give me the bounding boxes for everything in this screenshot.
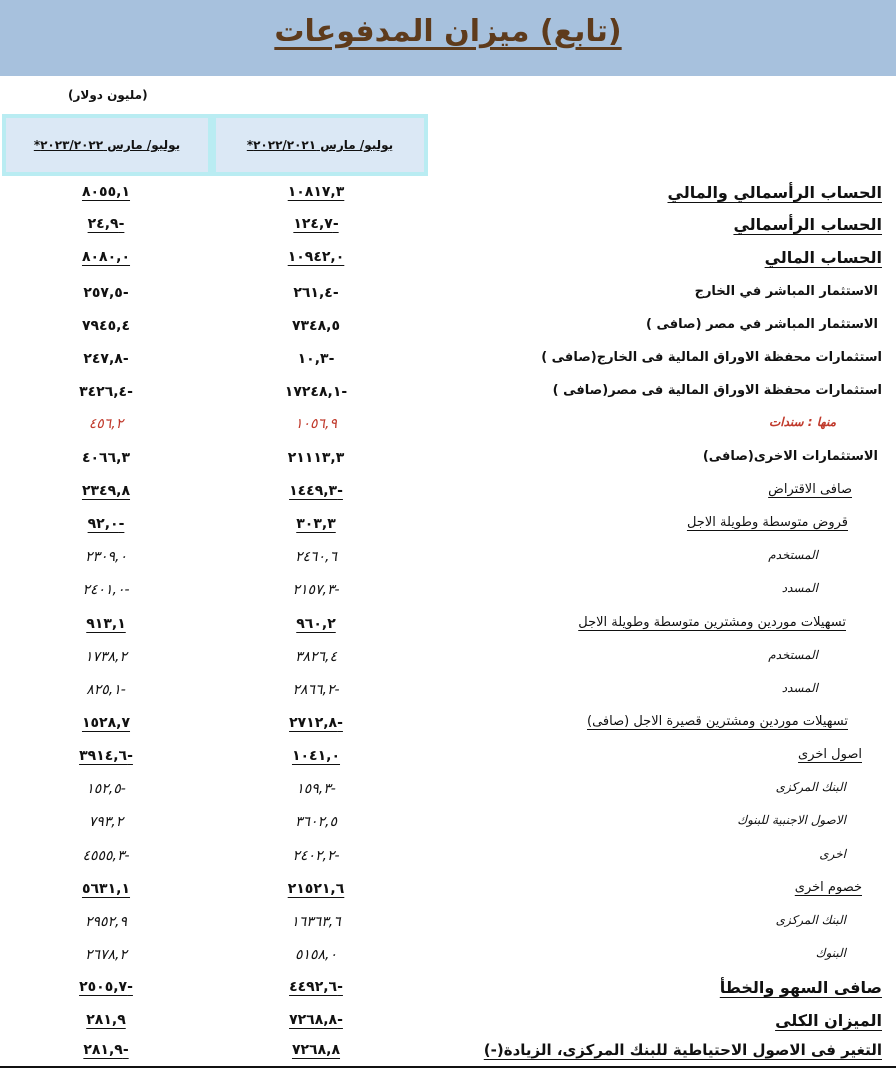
row-label: استثمارات محفظة الاوراق المالية فى الخارج(صافى ) xyxy=(541,350,882,365)
row-label: البنوك xyxy=(815,946,846,960)
column-header-label: يوليو/ مارس ٢٠٢٣/٢٠٢٢* xyxy=(33,138,181,152)
value-2022-2023: ٢٥٠٥,٧- xyxy=(79,979,133,995)
row-label: الاستثمار المباشر في الخارج xyxy=(694,284,878,299)
table-row xyxy=(0,380,896,408)
value-2022-2023: ٢٣٠٩,٠ xyxy=(84,549,128,565)
value-2021-2022: ٢١١١٣,٣ xyxy=(287,450,345,466)
value-2022-2023: ٢٦٧٨,٢ xyxy=(84,947,128,963)
unit-label: (مليون دولار) xyxy=(68,88,148,102)
table-row xyxy=(0,1038,896,1066)
value-2021-2022: ١٤٤٩,٣- xyxy=(289,483,343,499)
table-row xyxy=(0,314,896,342)
value-2021-2022: ٥١٥٨,٠ xyxy=(294,947,338,963)
title-bar xyxy=(0,0,896,76)
table-row xyxy=(0,678,896,706)
value-2022-2023: ٤٥٥٥,٣- xyxy=(82,848,130,864)
table-row xyxy=(0,212,896,240)
value-2021-2022: ١٠٥٦,٩ xyxy=(294,416,338,432)
value-2021-2022: ١٥٩,٣- xyxy=(296,781,336,797)
row-label: البنك المركزى xyxy=(775,780,846,794)
row-label: الحساب الرأسمالي xyxy=(733,215,882,234)
table-row xyxy=(0,1008,896,1036)
page-title: (تابع) ميزان المدفوعات xyxy=(274,14,622,49)
value-2021-2022: ٣٨٢٦,٤ xyxy=(294,649,338,665)
value-2022-2023: ٢٨١,٩- xyxy=(83,1042,129,1058)
row-label: المسدد xyxy=(781,581,818,595)
value-2021-2022: ٧٣٤٨,٥ xyxy=(291,318,341,334)
table-row xyxy=(0,612,896,640)
table-bottom-rule xyxy=(0,1066,896,1068)
value-2022-2023: ٨٢٥,١- xyxy=(86,682,126,698)
value-2021-2022: ٣٠٣,٣ xyxy=(296,516,336,532)
value-2021-2022: ٤٤٩٢,٦- xyxy=(289,979,343,995)
value-2022-2023: ٢٨١,٩ xyxy=(86,1012,126,1028)
value-2021-2022: ١٧٢٤٨,١- xyxy=(284,384,348,400)
value-2022-2023: ١٥٢,٥- xyxy=(86,781,126,797)
value-2022-2023: ٢٣٤٩,٨ xyxy=(81,483,131,499)
row-label: المستخدم xyxy=(768,648,818,662)
value-2022-2023: ٢٤٠١,٠- xyxy=(82,582,130,598)
table-row xyxy=(0,744,896,772)
row-label: منها : سندات xyxy=(769,415,836,429)
value-2021-2022: ١٦٣٦٣,٦ xyxy=(291,914,341,930)
table-row xyxy=(0,479,896,507)
row-label: البنك المركزى xyxy=(775,913,846,927)
row-label: تسهيلات موردين ومشترين متوسطة وطويلة الاجل xyxy=(578,615,846,630)
value-2022-2023: ٢٤٧,٨- xyxy=(83,351,129,367)
value-2021-2022: ٢١٥٧,٣- xyxy=(292,582,340,598)
table-row xyxy=(0,180,896,208)
value-2022-2023: ٤٥٦,٢ xyxy=(88,416,124,432)
row-label: تسهيلات موردين ومشترين قصيرة الاجل (صافى) xyxy=(587,714,848,729)
row-label: قروض متوسطة وطويلة الاجل xyxy=(686,515,848,530)
value-2021-2022: ١٠,٣- xyxy=(297,351,335,367)
row-label: المستخدم xyxy=(768,548,818,562)
value-2022-2023: ٧٩٤٥,٤ xyxy=(81,318,131,334)
table-row xyxy=(0,545,896,573)
value-2022-2023: ٩١٣,١ xyxy=(86,616,126,632)
row-label: الاستثمار المباشر في مصر (صافى ) xyxy=(646,317,878,332)
table-row xyxy=(0,711,896,739)
row-label: استثمارات محفظة الاوراق المالية فى مصر(صافى ) xyxy=(552,383,882,398)
table-row xyxy=(0,810,896,838)
table-row xyxy=(0,844,896,872)
column-header-2022-2023 xyxy=(2,114,212,176)
row-label: المسدد xyxy=(781,681,818,695)
table-row xyxy=(0,512,896,540)
value-2021-2022: ٣٦٠٢,٥ xyxy=(294,814,338,830)
table-row xyxy=(0,446,896,474)
row-label: الاصول الاجنبية للبنوك xyxy=(737,813,846,827)
column-header-2021-2022 xyxy=(212,114,428,176)
table-row xyxy=(0,975,896,1003)
value-2022-2023: ٤٠٦٦,٣ xyxy=(81,450,131,466)
value-2021-2022: ٩٦٠,٢ xyxy=(296,616,336,632)
table-row xyxy=(0,645,896,673)
value-2022-2023: ١٥٢٨,٧ xyxy=(81,715,131,731)
value-2021-2022: ٢٤٠٢,٢- xyxy=(292,848,340,864)
row-label: الميزان الكلى xyxy=(775,1011,882,1030)
value-2021-2022: ١٠٤١,٠ xyxy=(291,748,341,764)
row-label: الحساب المالي xyxy=(764,248,882,267)
table-row xyxy=(0,347,896,375)
table-row xyxy=(0,777,896,805)
table-row xyxy=(0,943,896,971)
value-2021-2022: ٧٢٦٨,٨ xyxy=(291,1042,341,1058)
value-2021-2022: ١٢٤,٧- xyxy=(293,216,339,232)
column-header-label: يوليو/ مارس ٢٠٢٢/٢٠٢١* xyxy=(246,138,394,152)
row-label: التغير فى الاصول الاحتياطية للبنك المركزى، الزيادة(-) xyxy=(483,1041,882,1059)
value-2022-2023: ٣٩١٤,٦- xyxy=(79,748,133,764)
value-2022-2023: ٣٤٢٦,٤- xyxy=(79,384,133,400)
value-2021-2022: ٢٧١٢,٨- xyxy=(289,715,343,731)
row-label: خصوم اخرى xyxy=(794,880,862,895)
value-2021-2022: ٢٤٦٠,٦ xyxy=(294,549,338,565)
value-2022-2023: ٧٩٣,٢ xyxy=(88,814,124,830)
value-2022-2023: ٢٥٧,٥- xyxy=(83,285,129,301)
row-label: الحساب الرأسمالي والمالي xyxy=(667,183,882,202)
row-label: اصول اخرى xyxy=(798,747,862,762)
value-2022-2023: ٨٠٨٠,٠ xyxy=(81,249,131,265)
table-row xyxy=(0,281,896,309)
value-2022-2023: ٥٦٣١,١ xyxy=(81,881,131,897)
value-2022-2023: ٨٠٥٥,١ xyxy=(81,184,131,200)
table-row xyxy=(0,412,896,440)
value-2022-2023: ٢٩٥٢,٩ xyxy=(84,914,128,930)
row-label: صافى السهو والخطأ xyxy=(719,978,882,997)
value-2021-2022: ١٠٩٤٢,٠ xyxy=(287,249,345,265)
value-2022-2023: ٢٤,٩- xyxy=(87,216,125,232)
table-row xyxy=(0,877,896,905)
table-row xyxy=(0,578,896,606)
value-2021-2022: ٢٨٦٦,٢- xyxy=(292,682,340,698)
value-2021-2022: ٧٢٦٨,٨- xyxy=(289,1012,343,1028)
table-row xyxy=(0,245,896,273)
row-label: صافى الاقتراض xyxy=(768,482,852,497)
row-label: الاستثمارات الاخرى(صافى) xyxy=(702,449,878,464)
value-2022-2023: ٩٢,٠- xyxy=(87,516,125,532)
value-2021-2022: ٢١٥٢١,٦ xyxy=(287,881,345,897)
row-label: اخرى xyxy=(819,847,846,861)
value-2022-2023: ١٧٣٨,٢ xyxy=(84,649,128,665)
value-2021-2022: ٢٦١,٤- xyxy=(293,285,339,301)
value-2021-2022: ١٠٨١٧,٣ xyxy=(287,184,345,200)
table-row xyxy=(0,910,896,938)
